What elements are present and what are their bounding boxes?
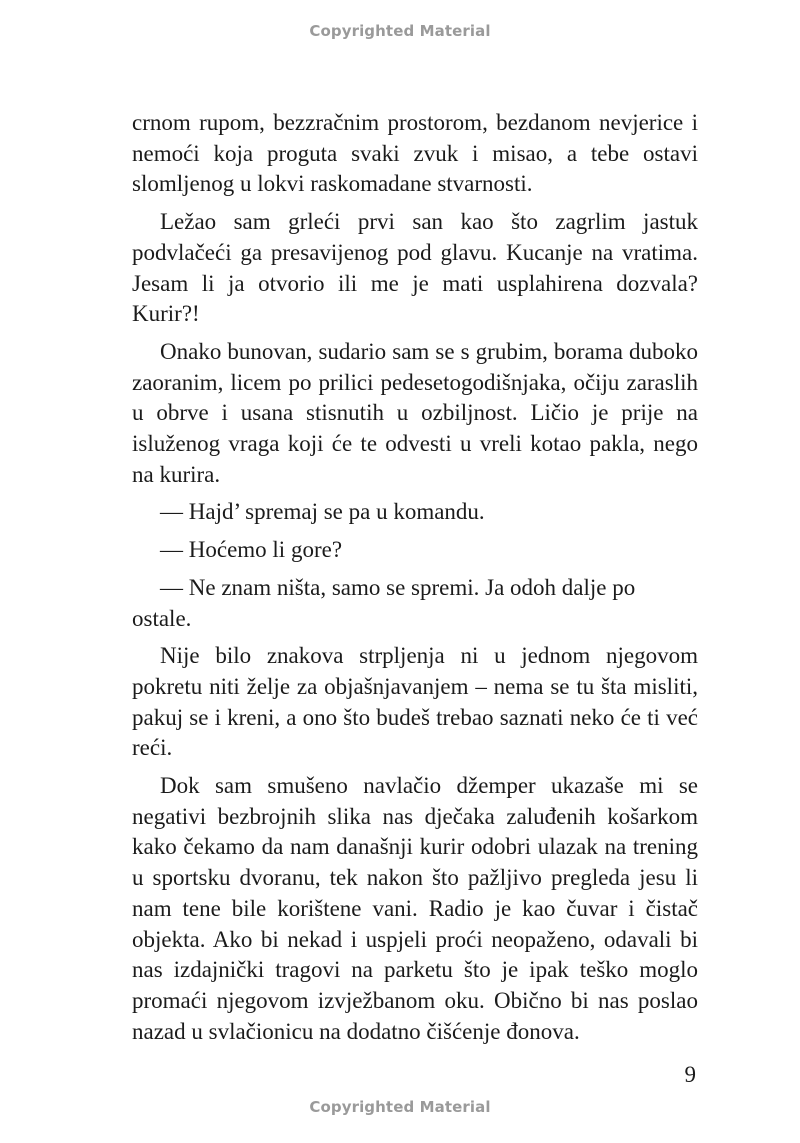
paragraph-4: Nije bilo znakova strpljenja ni u jednom njegovom pokretu niti želje za objašnjavanjem – nema se tu šta misliti, pakuj se i kreni, a ono što budeš trebao saznati neko će ti već reći. xyxy=(132,643,698,761)
page-number: 9 xyxy=(684,1062,696,1087)
paragraph-2: Ležao sam grleći prvi san kao što zagrlim jastuk podvlačeći ga presavijenog pod glavu. Kucanje na vratima. Jesam li ja otvorio ili me je mati usplahirena dozvala? Kurir?! xyxy=(132,209,698,327)
dialogue-line-3: — Ne znam ništa, samo se spremi. Ja odoh dalje po ostale. xyxy=(132,574,636,631)
copyright-watermark-bottom: Copyrighted Material xyxy=(309,1098,491,1116)
paragraph-1: crnom rupom, bezzračnim prostorom, bezdanom nevjerice i nemoći koja proguta svaki zvuk i misao, a tebe ostavi slomljenog u lokvi raskomadane stvarnosti. xyxy=(132,110,698,197)
paragraph-5: Dok sam smušeno navlačio džemper ukazaše mi se negativi bezbrojnih slika nas dječaka zaluđenih košarkom kako čekamo da nam današnji kurir odobri ulazak na trening u sportsku dvoranu, tek nakon što pažljivo pregleda jesu li nam tene bile korištene vani. Radio je kao čuvar i čistač objekta. Ako bi nekad i uspjeli proći neopaženo, odavali bi nas izdajnički tragovi na parketu što je ipak teško moglo promaći njegovom izvježbanom oku. Obično bi nas poslao nazad u svlačionicu na dodatno čišćenje đonova. xyxy=(132,773,698,1044)
dialogue-line-1: — Hajd’ spremaj se pa u komandu. xyxy=(160,499,485,525)
dialogue-line-2: — Hoćemo li gore? xyxy=(160,537,343,563)
paragraph-3: Onako bunovan, sudario sam se s grubim, borama duboko zaoranim, licem po prilici pedesetogodišnjaka, očiju zaraslih u obrve i usana stisnutih u ozbiljnost. Ličio je prije na isluženog vraga koji će te odvesti u vreli kotao pakla, nego na kurira. xyxy=(132,338,698,487)
copyright-watermark-top: Copyrighted Material xyxy=(309,22,491,40)
page-body-text xyxy=(132,108,698,1054)
